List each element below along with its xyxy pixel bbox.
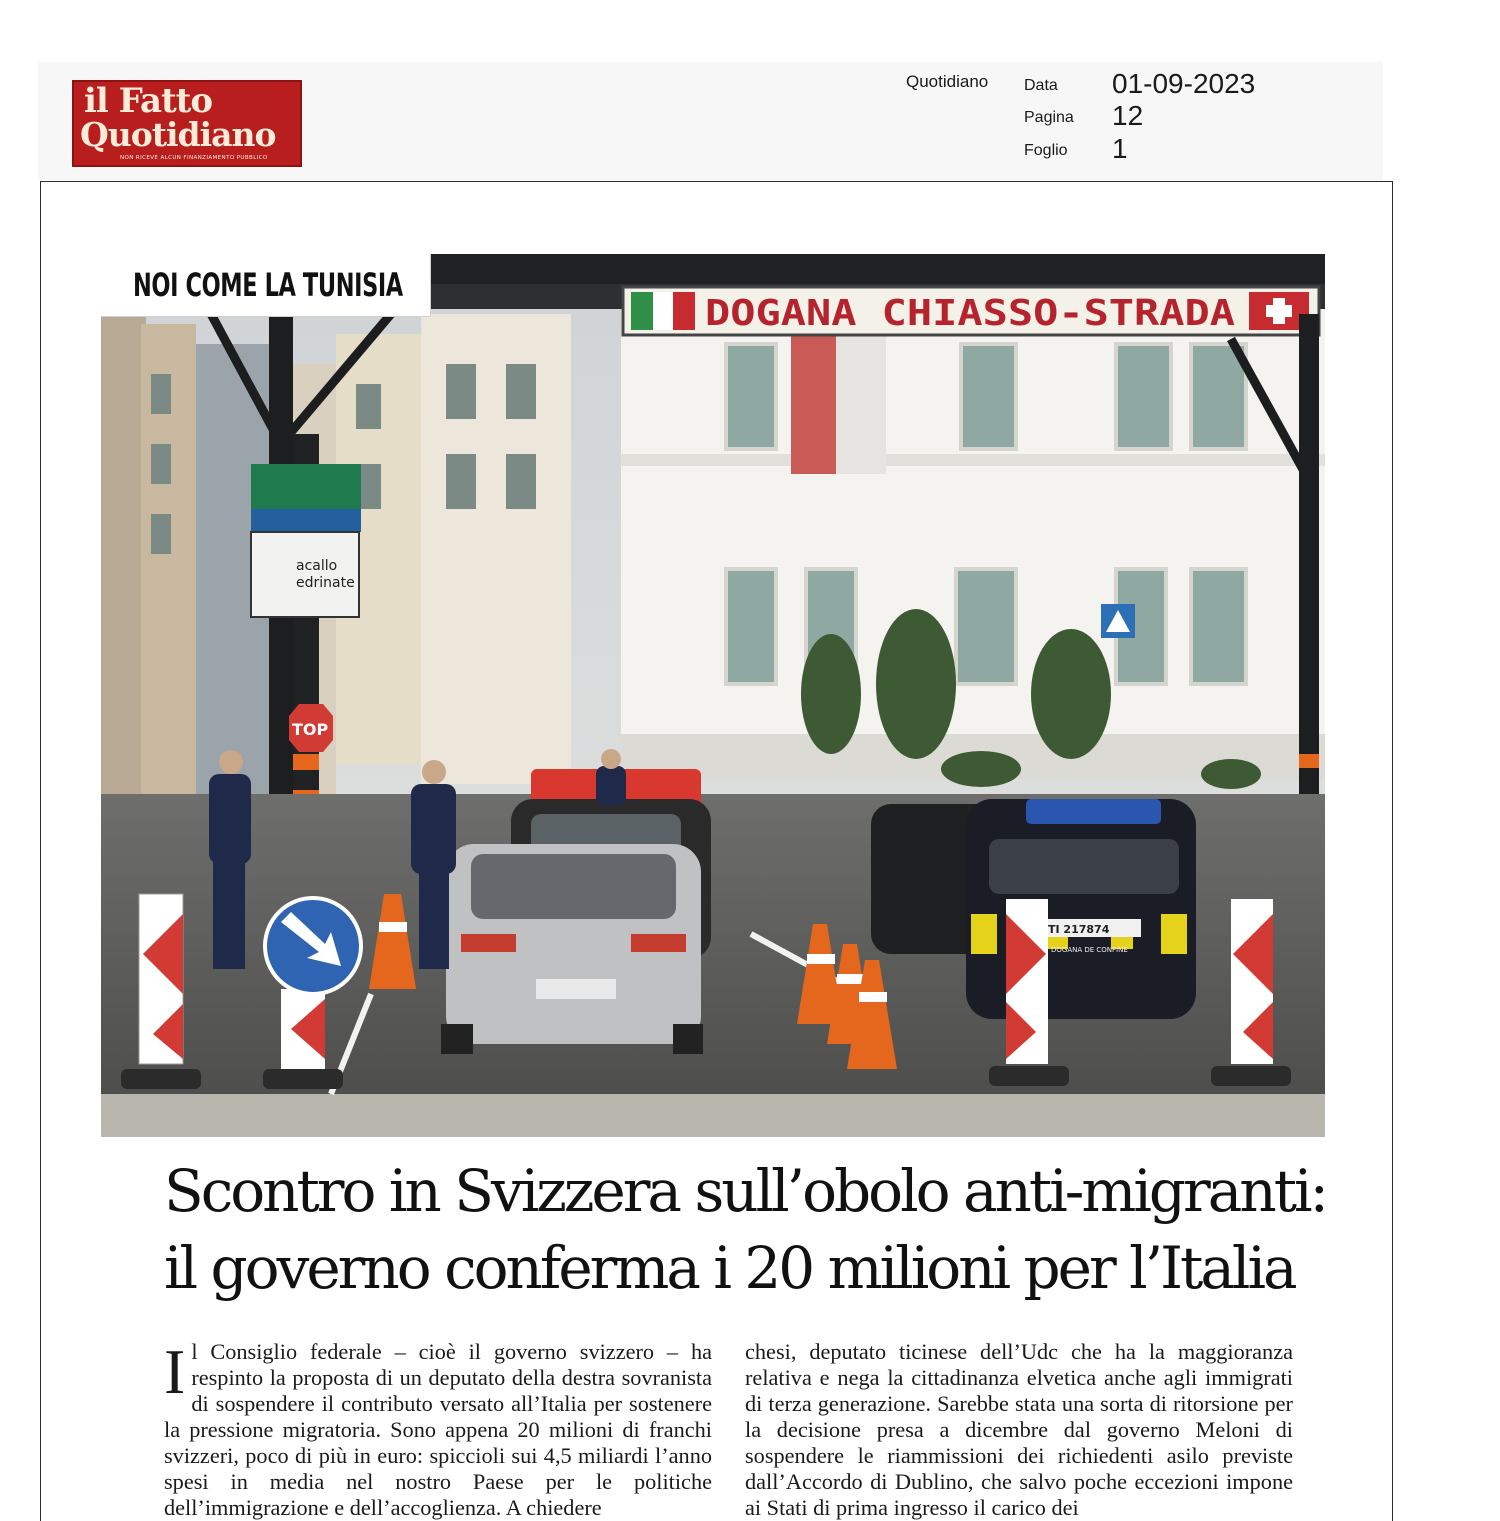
foglio-label: Foglio (1024, 142, 1068, 159)
pagina-label: Pagina (1024, 109, 1074, 126)
headline-line1: Scontro in Svizzera sull’obolo anti-migranti: (164, 1157, 1327, 1225)
publication-type: Quotidiano (906, 72, 989, 91)
headline-line2: il governo conferma i 20 milioni per l’Italia (164, 1234, 1295, 1302)
kicker-text: NOI COME LA TUNISIA (133, 266, 403, 304)
road-sign-line2: edrinate (296, 575, 355, 591)
newspaper-logo (72, 80, 302, 167)
road-sign-line1: acallo (296, 558, 338, 574)
logo-tagline: NON RICEVE ALCUN FINANZIAMENTO PUBBLICO (120, 155, 268, 161)
logo-line1: il Fatto (84, 81, 213, 121)
logo-line2: Quotidiano (80, 115, 276, 154)
plate-text: TI 217874 (1048, 923, 1110, 936)
pagina-value: 12 (1112, 100, 1144, 131)
car-side-text: DOGANA DE CONFINE (1051, 946, 1128, 954)
kicker-box (101, 254, 431, 317)
column-1-text: l Consiglio federale – cioè il governo svizzero – ha respinto la proposta di un deputato della destra sovranista di sospendere il contributo versato all’Italia per sostenere la pressione migratoria. Sono appena 20 milioni di franchi svizzeri, poco di più in euro: spiccioli sui 4,5 miliardi l’anno spesi in media nel nostro Paese per le politiche dell’immigrazione e dell’accoglienza. A chiedere (164, 1339, 712, 1520)
column-2-text: chesi, deputato ticinese dell’Udc che ha la maggioranza relativa e nega la cittadinanza elvetica anche agli immigrati di terza generazione. Sarebbe stata una sorta di ritorsione per la decisione presa a dicembre dal governo Meloni di sospendere le riammissioni dei richiedenti asilo previste dall’Accordo di Dublino, che salvo poche eccezioni impone ai Stati di prima ingresso il carico dei (745, 1339, 1293, 1520)
stop-sign-text: TOP (292, 720, 329, 739)
drop-cap: I (164, 1336, 186, 1407)
data-value: 01-09-2023 (1112, 68, 1256, 99)
customs-sign-text: DOGANA CHIASSO-STRADA (705, 293, 1236, 334)
data-label: Data (1024, 77, 1058, 94)
border-crossing-photo (101, 254, 1325, 1137)
headline (164, 1153, 1327, 1307)
foglio-value: 1 (1112, 133, 1128, 164)
body-column-2 (745, 1339, 1293, 1521)
body-column-1 (164, 1336, 712, 1521)
